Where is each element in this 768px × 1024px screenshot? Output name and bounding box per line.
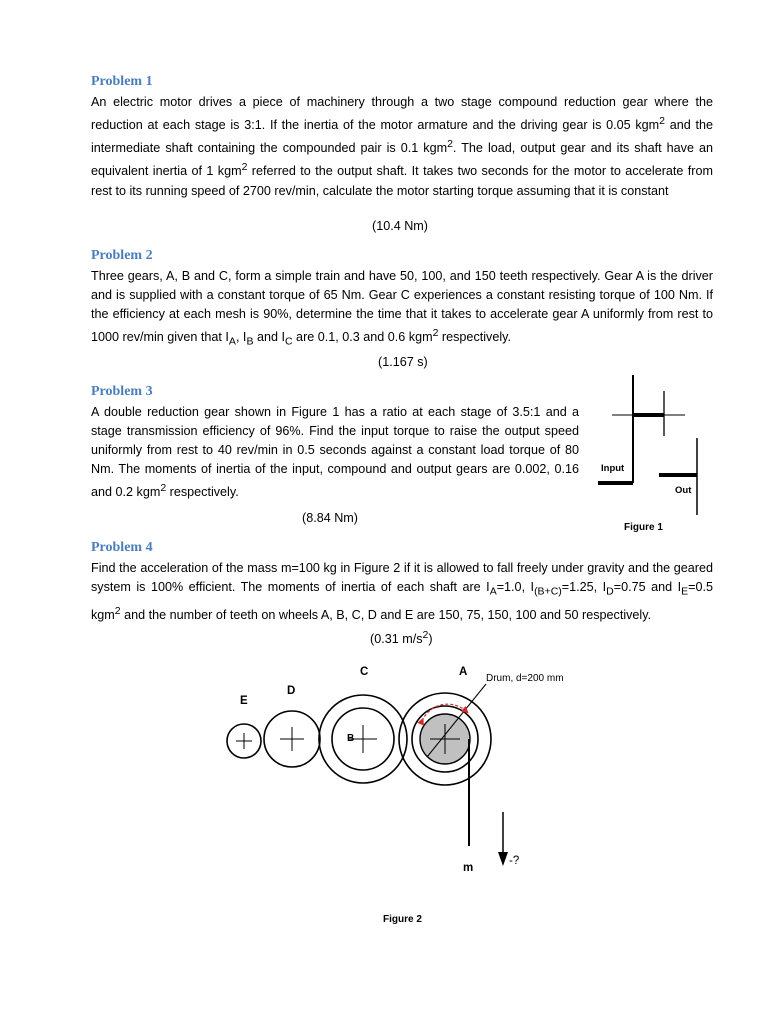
gear-b-label: B xyxy=(347,733,355,744)
drum-label: Drum, d=200 mm xyxy=(486,673,564,684)
problem-1-answer: (10.4 Nm) xyxy=(372,219,428,233)
figure-1-output-label: Out xyxy=(675,485,692,496)
problem-4-answer: (0.31 $m/s^2$) xyxy=(370,629,433,647)
problem-2-text: Three gears, A, B and C, form a simple train and have 50, 100, and 150 teeth respectively. Gear A is the driver and is supplied with a constant torque of 65 Nm. Gear C experiences a constant resisting torque of 100 Nm. If the efficiency at each mesh is 90%, determine the time that it takes to accelerate gear A uniformly from rest to 1000 rev/min given that $I_A$, $I_B$ and $I_C$ are 0.1, 0.3 and 0.6 kgm$^2$ respectively. xyxy=(91,269,713,348)
mass-label: m xyxy=(463,862,474,874)
accel-arrowhead xyxy=(498,852,508,866)
problem-4-text: Find the acceleration of the mass m=100 kg in Figure 2 if it is allowed to fall freely under gravity and the geared system is 100% efficient. The moments of inertia of each shaft are $I_A=1.0$, $I_{(B+C)}=1.25$, $I_D=0.75$ and $I_E=0.5$ kgm$^2$ and the number of teeth on wheels A, B, C, D and E are 150, 75, 150, 100 and 50 respectively. xyxy=(91,561,713,622)
problem-1-text: An electric motor drives a piece of machinery through a two stage compound reduction gear where the reduction at each stage is 3:1. If the inertia of the motor armature and the driving gear is 0.05 kgm$^2$ and the intermediate shaft containing the compounded pair is 0.1 kgm$^2$. The load, output gear and its shaft have an equivalent inertia of 1 kgm$^2$ referred to the output shaft. It takes two seconds for the motor to accelerate from rest to its running speed of 2700 rev/min, calculate the motor starting torque assuming that it is constant xyxy=(91,95,714,198)
problem-3-text: A double reduction gear shown in Figure 1 has a ratio at each stage of 3.5:1 and a stage transmission efficiency of 96%. Find the input torque to raise the output speed uniformly from rest to 40 rev/min in 0.5 seconds against a constant load torque of 80 Nm. The moments of inertia of the input, compound and output gears are 0.002, 0.16 and 0.2 kgm$^2$ respectively. xyxy=(91,405,579,500)
gear-e xyxy=(227,724,261,758)
rotation-arrow xyxy=(422,704,466,721)
problem-3-answer: (8.84 Nm) xyxy=(302,511,358,525)
gear-e-label: E xyxy=(240,695,248,707)
drum-diameter-line xyxy=(427,684,486,757)
gear-d xyxy=(264,711,320,767)
gear-a-inner xyxy=(412,706,478,772)
gear-c-label: C xyxy=(360,666,369,678)
gear-c xyxy=(319,695,407,783)
problem-2-title: Problem 2 xyxy=(91,248,153,263)
gear-a-outer xyxy=(399,693,491,785)
problem-1-title: Problem 1 xyxy=(91,74,153,89)
figure-1-caption: Figure 1 xyxy=(624,522,663,533)
gear-a-label: A xyxy=(459,666,468,678)
gear-b xyxy=(332,708,394,770)
problem-3-title: Problem 3 xyxy=(91,384,153,399)
problem-4-title: Problem 4 xyxy=(91,540,153,555)
figure-1-input-label: Input xyxy=(601,463,625,474)
problem-2-answer: (1.167 s) xyxy=(378,355,428,369)
drum xyxy=(420,714,470,764)
figure-2-caption: Figure 2 xyxy=(383,914,422,925)
accel-label: -? xyxy=(509,855,520,867)
gear-d-label: D xyxy=(287,685,296,697)
